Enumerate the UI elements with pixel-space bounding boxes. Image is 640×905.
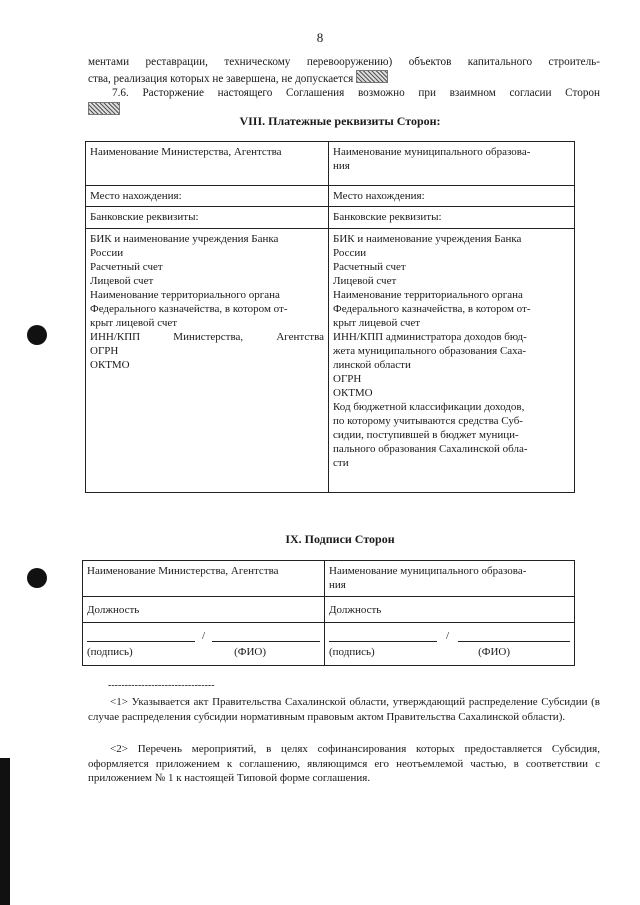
table-row	[86, 207, 575, 229]
municipality-name-line-2: ния	[333, 160, 350, 172]
sig-municipality-name-cell	[325, 561, 575, 597]
right-detail-line: жета муниципального образования Саха-	[333, 345, 527, 357]
left-bank-cell	[86, 207, 329, 229]
signature-line	[329, 629, 437, 642]
footnote-marker-stamp	[356, 70, 388, 83]
right-signature-cell	[325, 623, 575, 666]
right-position-cell	[325, 597, 575, 623]
punch-hole	[27, 568, 47, 588]
left-detail-line: ИНН/КПП Министерства, Агентства	[90, 331, 324, 343]
left-signature-captions	[87, 645, 320, 659]
sig-municipality-name-line-2: ния	[329, 579, 346, 591]
right-detail-line: крыт лицевой счет	[333, 317, 421, 329]
table-row	[86, 229, 575, 493]
ministry-name-cell	[86, 142, 329, 186]
left-detail-line: Лицевой счет	[90, 275, 154, 287]
continuation-text: ства, реализация которых не завершена, не допускается	[88, 73, 354, 85]
signatures-table	[82, 560, 575, 666]
right-position-label: Должность	[329, 604, 382, 616]
table-row	[83, 597, 575, 623]
right-signature-lines	[329, 629, 570, 643]
left-detail-line: ОГРН	[90, 345, 119, 357]
left-signature-cell	[83, 623, 325, 666]
right-detail-line: БИК и наименование учреждения Банка	[333, 233, 522, 245]
right-detail-line: пального образования Сахалинской обла-	[333, 443, 528, 455]
left-location-label: Место нахождения:	[90, 190, 182, 202]
right-signature-captions	[329, 645, 570, 659]
footnote-1: <1> Указывается акт Правительства Сахалинской области, утверждающий распределение Субсидии (в случае распределения субсидии нормативным правовым актом Правительства Сахалинской области).	[88, 696, 600, 723]
right-detail-line: ИНН/КПП администратора доходов бюд-	[333, 331, 527, 343]
continuation-line-1: ментами реставрации, техническому перевооружению) объектов капитального строитель-	[88, 56, 600, 68]
fio-caption: (ФИО)	[478, 646, 510, 658]
left-location-cell	[86, 186, 329, 207]
section-9-heading: IX. Подписи Сторон	[285, 532, 395, 546]
right-detail-line: Наименование территориального органа	[333, 289, 523, 301]
fio-line	[458, 629, 570, 642]
left-detail-line: Федерального казначейства, в котором от-	[90, 303, 288, 315]
table-row	[83, 623, 575, 666]
left-detail-line: России	[90, 247, 124, 259]
signature-caption: (подпись)	[329, 646, 375, 658]
left-detail-line: ОКТМО	[90, 359, 130, 371]
signature-caption: (подпись)	[87, 646, 133, 658]
right-detail-line: Лицевой счет	[333, 275, 397, 287]
footnote-separator: --------------------------------	[108, 680, 215, 691]
right-bank-label: Банковские реквизиты:	[333, 211, 442, 223]
table-row	[86, 186, 575, 207]
left-signature-lines	[87, 629, 320, 643]
binding-edge-shadow	[0, 758, 10, 905]
right-detail-line: Код бюджетной классификации доходов,	[333, 401, 525, 413]
fio-line	[212, 629, 320, 642]
right-detail-line: сти	[333, 457, 349, 469]
right-location-cell	[329, 186, 575, 207]
right-detail-line: линской области	[333, 359, 411, 371]
right-detail-line: Расчетный счет	[333, 261, 406, 273]
right-bank-cell	[329, 207, 575, 229]
clause-7-6: 7.6. Расторжение настоящего Соглашения возможно при взаимном согласии Сторон	[112, 87, 600, 99]
municipality-name-line-1: Наименование муниципального образова-	[333, 146, 531, 158]
payment-details-table	[85, 141, 575, 493]
fio-caption: (ФИО)	[234, 646, 266, 658]
slash-separator: /	[201, 630, 206, 642]
signature-line	[87, 629, 195, 642]
left-position-label: Должность	[87, 604, 140, 616]
sig-municipality-name-line-1: Наименование муниципального образова-	[329, 565, 527, 577]
left-bank-label: Банковские реквизиты:	[90, 211, 199, 223]
municipality-name-cell	[329, 142, 575, 186]
section-8-heading: VIII. Платежные реквизиты Сторон:	[239, 114, 441, 128]
right-detail-line: Федерального казначейства, в котором от-	[333, 303, 531, 315]
continuation-line-2	[88, 70, 600, 87]
left-details-cell	[86, 229, 329, 493]
left-detail-line: БИК и наименование учреждения Банка	[90, 233, 279, 245]
page-number: 8	[316, 30, 324, 45]
left-detail-line: крыт лицевой счет	[90, 317, 178, 329]
sig-ministry-name-label: Наименование Министерства, Агентства	[87, 565, 279, 577]
slash-separator: /	[445, 630, 450, 642]
left-detail-line: Наименование территориального органа	[90, 289, 280, 301]
right-detail-line: России	[333, 247, 367, 259]
right-detail-line: сидии, поступившей в бюджет муници-	[333, 429, 519, 441]
right-location-label: Место нахождения:	[333, 190, 425, 202]
ministry-name-label: Наименование Министерства, Агентства	[90, 146, 282, 158]
punch-hole	[27, 325, 47, 345]
left-position-cell	[83, 597, 325, 623]
sig-ministry-name-cell	[83, 561, 325, 597]
table-row	[83, 561, 575, 597]
right-details-cell	[329, 229, 575, 493]
left-detail-line: Расчетный счет	[90, 261, 163, 273]
table-row	[86, 142, 575, 186]
right-detail-line: ОКТМО	[333, 387, 373, 399]
right-detail-line: ОГРН	[333, 373, 362, 385]
footnote-2: <2> Перечень мероприятий, в целях софинансирования которых предоставляется Субсидия, оформляется приложением к соглашению, являющимся его неотъемлемой частью, в соответствии с приложением № 1 к настоящей Типовой форме соглашения.	[88, 743, 600, 784]
right-detail-line: по которому учитываются средства Суб-	[333, 415, 523, 427]
